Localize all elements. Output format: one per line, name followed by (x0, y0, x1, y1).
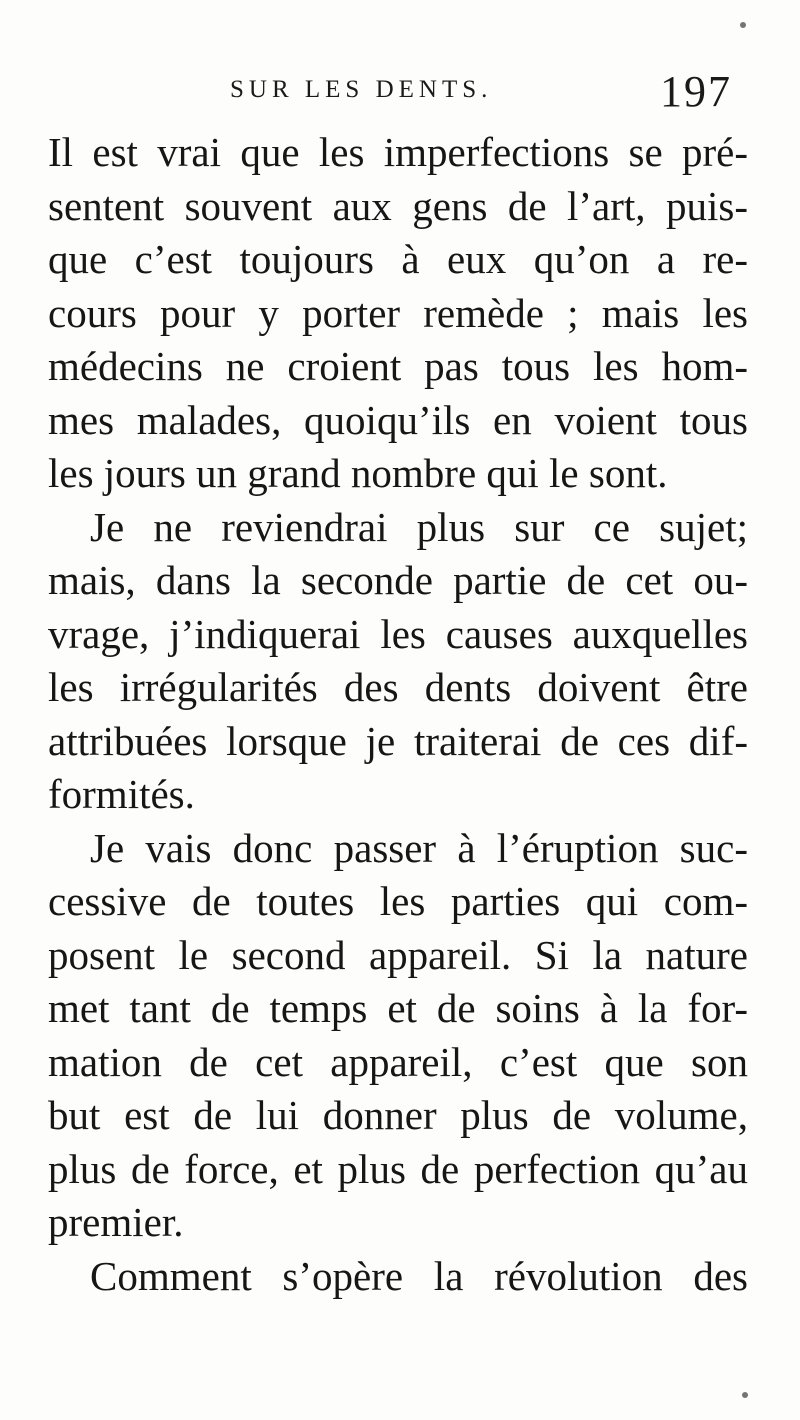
text-line: mes malades, quoiqu’ils en voient tous (48, 396, 748, 443)
text-line: vrage, j’indiquerai les causes auxquelles (48, 610, 748, 657)
paragraph-4 (48, 1250, 748, 1304)
text-line: Il est vrai que les imperfections se pré- (48, 129, 748, 175)
text-line: mais, dans la seconde partie de cet ou- (48, 557, 748, 603)
text-line: but est de lui donner plus de volume, (48, 1092, 748, 1138)
paragraph-2 (48, 501, 748, 822)
text-line: attribuées lorsque je traiterai de ces dif- (48, 717, 748, 764)
print-speck (740, 22, 746, 28)
text-line: les irrégularités des dents doivent être (48, 664, 748, 710)
text-line: premier. (48, 1199, 184, 1245)
text-line: Je ne reviendrai plus sur ce sujet; (90, 503, 748, 550)
print-speck (742, 1392, 748, 1398)
text-line: Comment s’opère la révolution des (90, 1252, 748, 1299)
text-line: sentent souvent aux gens de l’art, puis- (48, 182, 748, 229)
running-title: SUR LES DENTS. (230, 76, 493, 103)
paragraph-3 (48, 822, 748, 1250)
text-line: plus de force, et plus de perfection qu’au (48, 1145, 748, 1192)
text-line: Je vais donc passer à l’éruption suc- (90, 824, 748, 871)
text-line: mation de cet appareil, c’est que son (48, 1038, 748, 1085)
body-text (48, 126, 748, 1303)
text-line: cours pour y porter remède ; mais les (48, 289, 748, 336)
text-line: formités. (48, 771, 195, 817)
paragraph-1 (48, 126, 748, 501)
page-header (48, 64, 738, 120)
text-line: posent le second appareil. Si la nature (48, 931, 748, 978)
text-line: cessive de toutes les parties qui com- (48, 878, 748, 924)
page-number: 197 (660, 67, 732, 116)
text-line: médecins ne croient pas tous les hom- (48, 343, 748, 389)
text-line: que c’est toujours à eux qu’on a re- (48, 236, 748, 282)
text-line: les jours un grand nombre qui le sont. (48, 450, 668, 496)
text-line: met tant de temps et de soins à la for- (48, 985, 748, 1031)
